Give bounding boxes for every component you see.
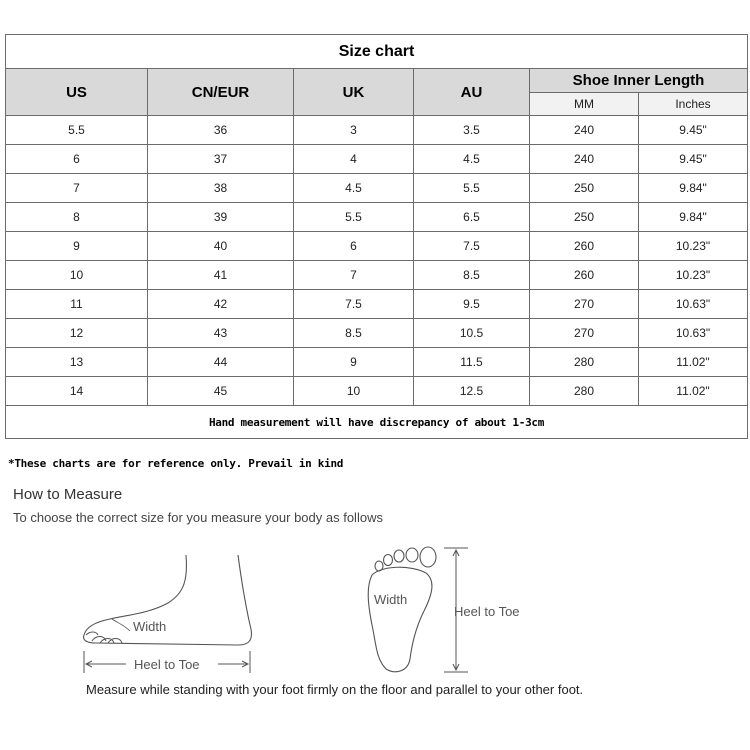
cell-au: 11.5: [414, 348, 530, 377]
cell-us: 12: [6, 319, 148, 348]
side-foot-drawing: [84, 555, 252, 645]
table-title: Size chart: [6, 35, 748, 69]
cell-mm: 240: [530, 116, 639, 145]
header-inner-length: Shoe Inner Length: [530, 69, 748, 93]
cell-us: 6: [6, 145, 148, 174]
header-cn-eur: CN/EUR: [148, 69, 294, 116]
cell-au: 7.5: [414, 232, 530, 261]
reference-disclaimer: *These charts are for reference only. Prevail in kind: [8, 457, 344, 470]
cell-cn-eur: 44: [148, 348, 294, 377]
size-chart-table: [5, 34, 748, 439]
header-us: US: [6, 69, 148, 116]
cell-us: 5.5: [6, 116, 148, 145]
cell-au: 9.5: [414, 290, 530, 319]
table-footer-note: Hand measurement will have discrepancy of about 1-3cm: [6, 406, 748, 439]
cell-us: 13: [6, 348, 148, 377]
table-row: [6, 116, 748, 145]
table-row: [6, 145, 748, 174]
cell-uk: 6: [294, 232, 414, 261]
cell-us: 14: [6, 377, 148, 406]
cell-uk: 4.5: [294, 174, 414, 203]
cell-uk: 4: [294, 145, 414, 174]
cell-cn-eur: 40: [148, 232, 294, 261]
cell-mm: 260: [530, 232, 639, 261]
cell-cn-eur: 45: [148, 377, 294, 406]
cell-us: 9: [6, 232, 148, 261]
cell-us: 7: [6, 174, 148, 203]
cell-uk: 9: [294, 348, 414, 377]
cell-mm: 240: [530, 145, 639, 174]
table-row: [6, 261, 748, 290]
cell-uk: 8.5: [294, 319, 414, 348]
cell-inches: 9.84": [639, 174, 748, 203]
header-mm: MM: [530, 93, 639, 116]
cell-cn-eur: 39: [148, 203, 294, 232]
cell-inches: 11.02": [639, 377, 748, 406]
table-row: [6, 319, 748, 348]
how-to-measure-subtitle: To choose the correct size for you measure your body as follows: [13, 510, 383, 525]
cell-mm: 260: [530, 261, 639, 290]
cell-us: 8: [6, 203, 148, 232]
top-foot-drawing: [368, 547, 436, 672]
cell-uk: 3: [294, 116, 414, 145]
side-length-label: Heel to Toe: [134, 657, 200, 672]
cell-us: 10: [6, 261, 148, 290]
cell-inches: 9.45": [639, 116, 748, 145]
cell-cn-eur: 43: [148, 319, 294, 348]
cell-mm: 280: [530, 377, 639, 406]
cell-inches: 10.23": [639, 232, 748, 261]
cell-inches: 11.02": [639, 348, 748, 377]
cell-cn-eur: 37: [148, 145, 294, 174]
cell-cn-eur: 36: [148, 116, 294, 145]
table-row: [6, 174, 748, 203]
cell-au: 5.5: [414, 174, 530, 203]
cell-inches: 10.63": [639, 290, 748, 319]
cell-au: 12.5: [414, 377, 530, 406]
cell-au: 6.5: [414, 203, 530, 232]
cell-cn-eur: 41: [148, 261, 294, 290]
table-row: [6, 203, 748, 232]
cell-au: 8.5: [414, 261, 530, 290]
table-body: [6, 116, 748, 406]
top-length-label: Heel to Toe: [454, 604, 520, 619]
cell-mm: 250: [530, 203, 639, 232]
cell-inches: 10.63": [639, 319, 748, 348]
cell-mm: 250: [530, 174, 639, 203]
table-row: [6, 232, 748, 261]
table-row: [6, 348, 748, 377]
table-row: [6, 377, 748, 406]
cell-inches: 10.23": [639, 261, 748, 290]
cell-au: 4.5: [414, 145, 530, 174]
cell-au: 3.5: [414, 116, 530, 145]
cell-mm: 280: [530, 348, 639, 377]
cell-uk: 5.5: [294, 203, 414, 232]
cell-inches: 9.45": [639, 145, 748, 174]
cell-uk: 7: [294, 261, 414, 290]
cell-uk: 7.5: [294, 290, 414, 319]
cell-mm: 270: [530, 290, 639, 319]
cell-inches: 9.84": [639, 203, 748, 232]
top-width-label: Width: [374, 592, 408, 607]
cell-us: 11: [6, 290, 148, 319]
measure-illustration: [0, 535, 750, 685]
header-au: AU: [414, 69, 530, 116]
cell-mm: 270: [530, 319, 639, 348]
table-row: [6, 290, 748, 319]
measure-instruction: Measure while standing with your foot firmly on the floor and parallel to your other foot.: [86, 682, 584, 697]
side-width-label: Width: [133, 619, 167, 634]
cell-cn-eur: 38: [148, 174, 294, 203]
cell-cn-eur: 42: [148, 290, 294, 319]
how-to-measure-title: How to Measure: [13, 486, 123, 503]
cell-au: 10.5: [414, 319, 530, 348]
cell-uk: 10: [294, 377, 414, 406]
header-inches: Inches: [639, 93, 748, 116]
header-uk: UK: [294, 69, 414, 116]
